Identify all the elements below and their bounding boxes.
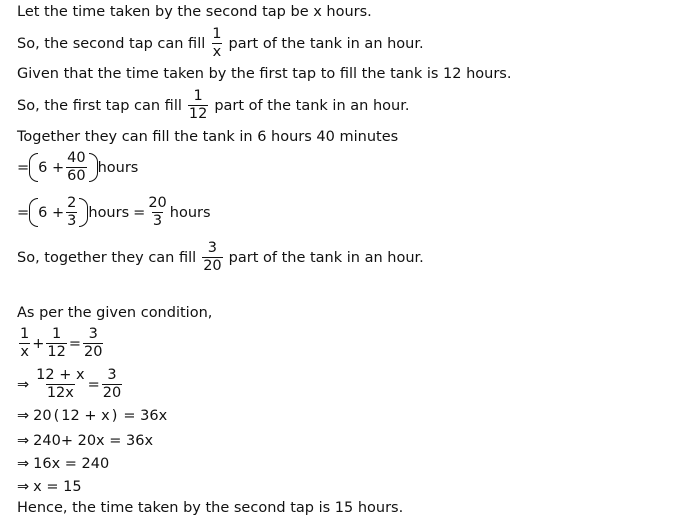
fraction: $\frac{1}{x}$ <box>212 26 222 60</box>
parentheses: 6 + $\frac{40}{60}$ <box>29 151 97 184</box>
line-11: ⇒ $\frac{12 + x}{12x}$ = $\frac{3}{20}$ <box>17 367 122 401</box>
line-15: ⇒ x = 15 <box>17 479 82 495</box>
fraction: $\frac{3}{20}$ <box>84 326 103 360</box>
parentheses: 6 + $\frac{2}{3}$ <box>29 196 88 229</box>
fraction: $\frac{20}{3}$ <box>148 195 167 229</box>
line-1-text: Let the time taken by the second tap be x hours. <box>17 4 372 20</box>
fraction: $\frac{3}{20}$ <box>102 367 122 401</box>
line-9: As per the given condition, <box>17 305 213 321</box>
fraction: $\frac{1}{12}$ <box>47 326 66 360</box>
fraction: $\frac{1}{x}$ <box>20 326 30 360</box>
line-8: So, together they can fill $\frac{3}{20}$ part of the tank in an hour. <box>17 240 424 274</box>
line-6: = 6 + $\frac{40}{60}$ hours <box>17 150 139 184</box>
line-3: Given that the time taken by the first tap to fill the tank is 12 hours. <box>17 66 512 82</box>
fraction: $\frac{1}{12}$ <box>188 88 208 122</box>
line-13: ⇒ 240+ 20x = 36x <box>17 433 154 449</box>
line-14: ⇒ 16x = 240 <box>17 456 110 472</box>
line-1 <box>17 4 372 20</box>
line-10: $\frac{1}{x}$ + $\frac{1}{12}$ = $\frac{3}{20}$ <box>20 326 103 360</box>
fraction: $\frac{3}{20}$ <box>203 240 222 274</box>
line-12: ⇒ 20 ( 12 + x ) = 36x <box>17 408 168 424</box>
line-7: = 6 + $\frac{2}{3}$ hours = $\frac{20}{3}$ hours <box>17 195 211 229</box>
line-2: So, the second tap can fill $\frac{1}{x}$ part of the tank in an hour. <box>17 26 424 60</box>
fraction: $\frac{2}{3}$ <box>67 195 77 229</box>
line-5: Together they can fill the tank in 6 hours 40 minutes <box>17 129 399 145</box>
line-16: Hence, the time taken by the second tap is 15 hours. <box>17 500 404 516</box>
fraction: $\frac{12 + x}{12x}$ <box>36 367 85 401</box>
fraction: $\frac{40}{60}$ <box>67 150 86 184</box>
line-4: So, the first tap can fill $\frac{1}{12}$ part of the tank in an hour. <box>17 88 410 122</box>
